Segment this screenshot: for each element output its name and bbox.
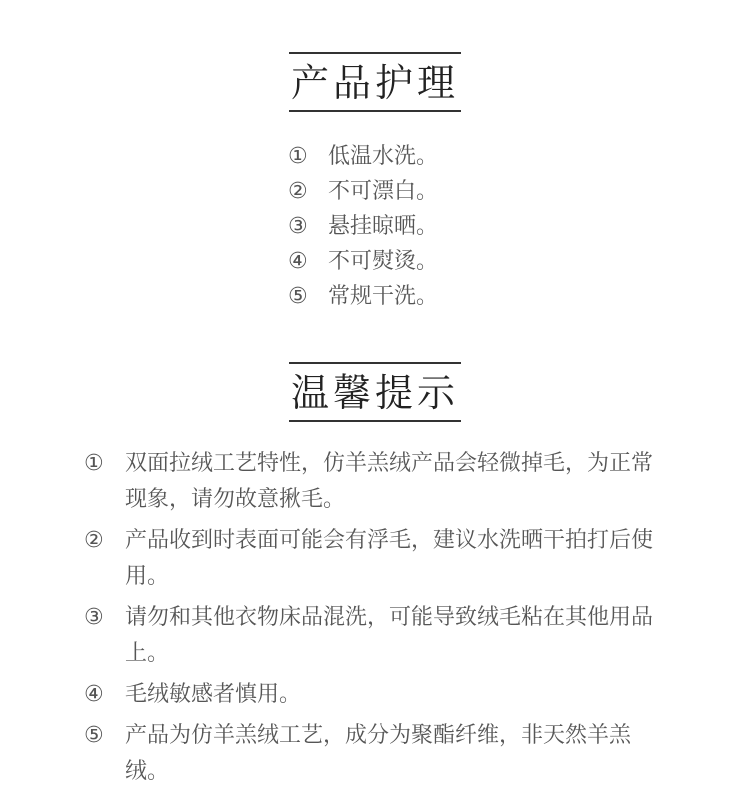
tip-item [84, 446, 654, 518]
tip-item [84, 718, 654, 790]
tip-item [84, 677, 654, 713]
tip-item-number: ① [84, 451, 104, 476]
tips-section-title: 温馨提示 [289, 362, 461, 422]
care-item-text: 常规干洗。 [328, 284, 439, 309]
tip-item-text: 双面拉绒工艺特性，仿羊羔绒产品会轻微掉毛，为正常现象，请勿故意揪毛。 [125, 451, 654, 512]
care-item-text: 悬挂晾晒。 [328, 214, 439, 239]
care-item-text: 低温水洗。 [328, 144, 439, 169]
tip-item-number: ③ [84, 605, 104, 630]
care-item-text: 不可漂白。 [328, 179, 439, 204]
care-instructions-list [288, 139, 588, 314]
tip-item-number: ② [84, 528, 104, 553]
tip-item-number: ⑤ [84, 723, 104, 748]
care-item-number: ⑤ [288, 284, 308, 309]
care-section-title: 产品护理 [289, 52, 461, 112]
tip-item [84, 523, 654, 595]
tip-item-text: 产品收到时表面可能会有浮毛，建议水洗晒干拍打后使用。 [125, 528, 654, 589]
tip-item-number: ④ [84, 682, 104, 707]
tip-item-text: 产品为仿羊羔绒工艺，成分为聚酯纤维，非天然羊羔绒。 [125, 723, 632, 784]
care-item-number: ③ [288, 214, 308, 239]
care-item [288, 279, 588, 314]
care-item-text: 不可熨烫。 [328, 249, 439, 274]
tip-item-text: 毛绒敏感者慎用。 [125, 682, 302, 707]
care-item [288, 174, 588, 209]
tip-item-text: 请勿和其他衣物床品混洗，可能导致绒毛粘在其他用品上。 [125, 605, 654, 666]
care-item [288, 244, 588, 279]
care-section-header [0, 52, 750, 112]
care-item-number: ① [288, 144, 308, 169]
care-item [288, 139, 588, 174]
tips-list [84, 446, 654, 795]
care-item-number: ② [288, 179, 308, 204]
tip-item [84, 600, 654, 672]
care-item [288, 209, 588, 244]
tips-section-header [0, 362, 750, 422]
care-item-number: ④ [288, 249, 308, 274]
